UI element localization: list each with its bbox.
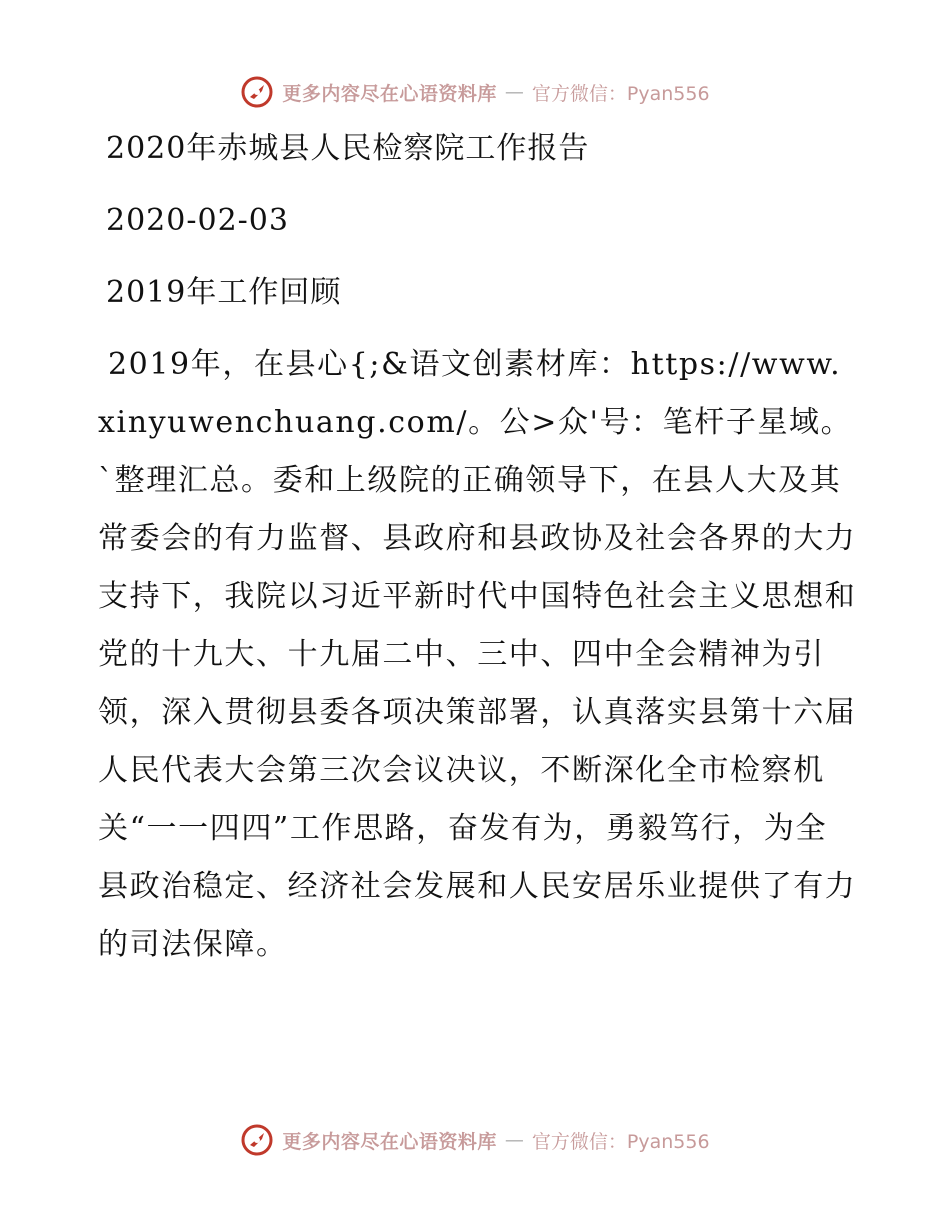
watermark-contact-text: 官方微信：Pyan556 [531, 82, 710, 105]
document-date: 2020-02-03 [106, 203, 289, 238]
watermark-contact-text: 官方微信：Pyan556 [531, 1130, 710, 1153]
document-body [98, 120, 858, 974]
footer-watermark [0, 1120, 950, 1160]
watermark-separator: — [504, 81, 524, 103]
red-circle-quill-logo-icon [240, 75, 274, 109]
body-paragraph: 2019年，在县心{;&语文创素材库：https://www.xinyuwenchuang.com/。公>众'号：笔杆子星域。`整理汇总。委和上级院的正确领导下，在县人大及其常委会的有力监督、县政府和县政协及社会各界的大力支持下，我院以习近平新时代中国特色社会主义思想和党的十九大、十九届二中、三中、四中全会精神为引领，深入贯彻县委各项决策部署，认真落实县第十六届人民代表大会第三次会议决议，不断深化全市检察机关“一一四四”工作思路，奋发有为，勇毅笃行，为全县政治稳定、经济社会发展和人民安居乐业提供了有力的司法保障。 [98, 347, 857, 962]
watermark-brand-text: 更多内容尽在心语资料库 [282, 1130, 497, 1153]
header-watermark [0, 72, 950, 112]
document-title: 2020年赤城县人民检察院工作报告 [106, 131, 590, 166]
section-heading: 2019年工作回顾 [106, 275, 342, 310]
red-circle-quill-logo-icon [240, 1123, 274, 1157]
watermark-brand-text: 更多内容尽在心语资料库 [282, 82, 497, 105]
watermark-separator: — [504, 1129, 524, 1151]
